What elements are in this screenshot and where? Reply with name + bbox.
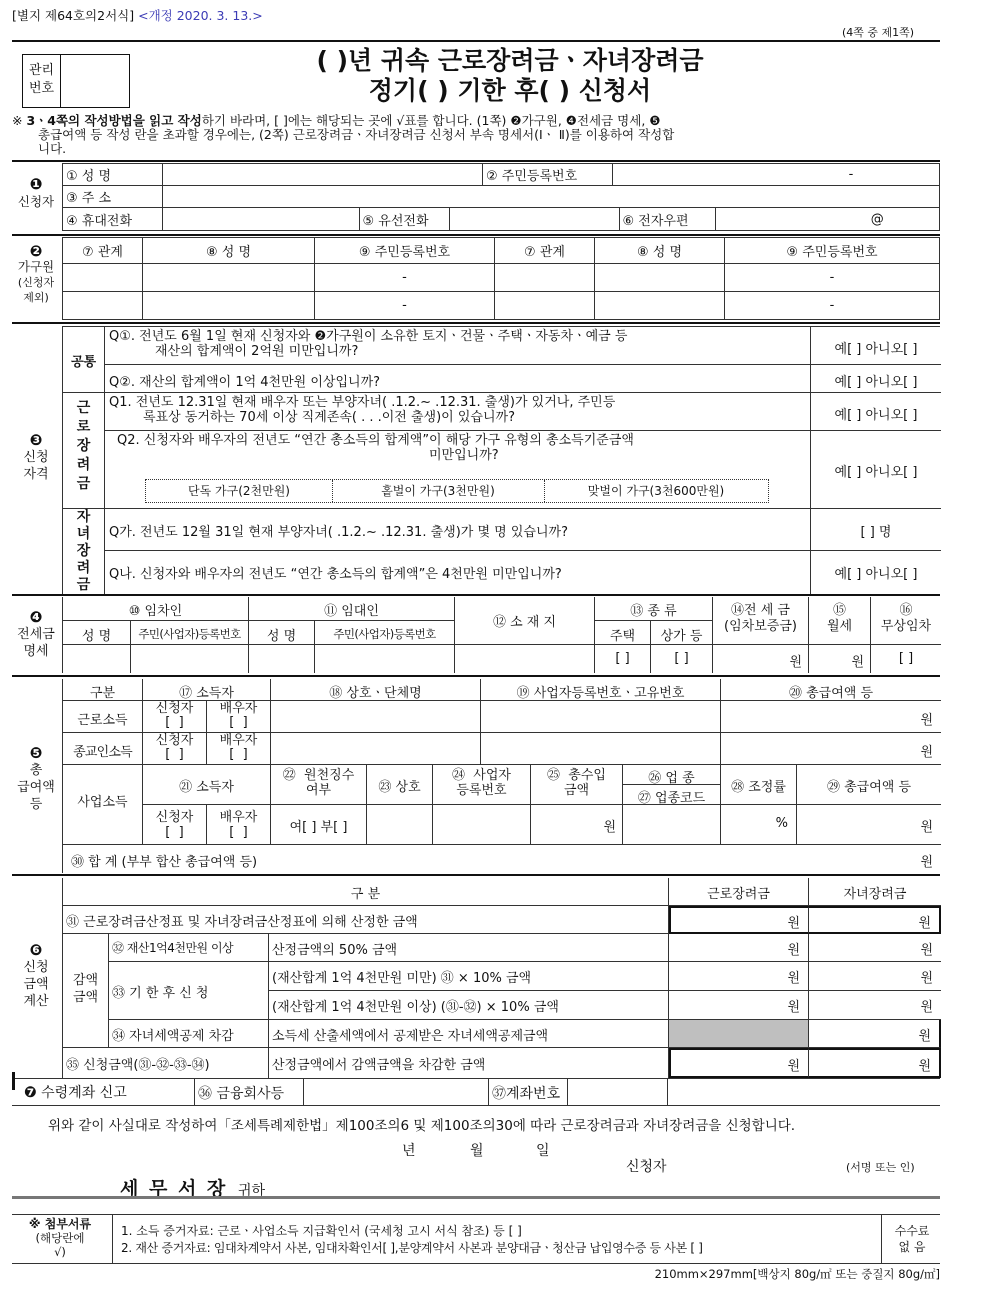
landlord-regno-header: 주민(사업자)등록번호	[315, 621, 455, 645]
monthly-rent-input[interactable]: 원	[809, 645, 871, 673]
industry-code-header: ㉗ 업종코드	[623, 785, 721, 805]
adjust-rate-input[interactable]: %	[721, 805, 797, 845]
r31-work-input[interactable]: 원	[669, 906, 809, 934]
labor-income-label: 근로소득	[63, 701, 143, 733]
child-incentive-label: 자 녀 장 려 금	[63, 509, 105, 595]
mgmt-number-box[interactable]	[22, 54, 130, 108]
attachments-sub: (해당란에 √)	[35, 1231, 85, 1259]
applicant-sign-label: 신청자	[626, 1159, 667, 1175]
business-total-header: ㉙ 총급여액 등	[797, 765, 941, 805]
shop-name-header: ㉓ 상호	[367, 765, 433, 805]
household-rrn-input[interactable]: -	[315, 264, 495, 292]
notice-line1: ※ 3ㆍ4쪽의 작성방법을 읽고 작성하기 바라며, [ ]에는 해당되는 곳에 √표를 합니다. (1쪽) ❷가구원, ❹전세금 명세, ❺	[12, 113, 661, 128]
attachments	[12, 1214, 940, 1264]
q1-yesno[interactable]: 예[ ] 아니오[ ]	[811, 327, 941, 365]
household-relation-input[interactable]	[495, 264, 595, 292]
household-type-box	[145, 479, 769, 503]
labor-total-input[interactable]: 원	[721, 701, 941, 733]
w1-text: Q1. 전년도 12.31일 현재 배우자 또는 부양자녀( .1.2.~ .12.31. 출생)가 있거나, 주민등	[109, 395, 616, 410]
religion-spouse-checkbox[interactable]: 배우자 [ ]	[207, 733, 271, 765]
kind-header: ⑬ 종 류	[595, 597, 713, 621]
phone-label: ⑤ 유선전화	[359, 208, 449, 230]
house-header: 주택	[595, 621, 651, 645]
page-indicator: (4쪽 중 제1쪽)	[842, 26, 915, 39]
r32-child-input[interactable]: 원	[809, 934, 941, 962]
revenue-header: ㉕ 총수입 금액	[531, 765, 623, 805]
top-rule	[12, 40, 940, 42]
regno-header: ⑲ 사업자등록번호ㆍ고유번호	[481, 679, 721, 701]
r32-label: ㉜ 재산1억4천만원 이상	[109, 934, 269, 962]
household-name-input[interactable]	[595, 264, 725, 292]
r33-desc-1: (재산합계 1억 4천만원 미만) ㉛ × 10% 금액	[269, 962, 669, 991]
r35-child-input[interactable]: 원	[809, 1048, 941, 1078]
section-rule	[12, 234, 940, 236]
household-name-input[interactable]	[143, 264, 315, 292]
shop-name-input[interactable]	[367, 805, 433, 845]
attachments-label: ※ 첨부서류	[28, 1217, 92, 1231]
religion-total-input[interactable]: 원	[721, 733, 941, 765]
shop-checkbox[interactable]: [ ]	[651, 645, 713, 673]
section1-number: ❶	[29, 175, 43, 193]
landlord-name-input[interactable]	[249, 645, 315, 673]
mobile-label: ④ 휴대전화	[63, 208, 163, 231]
withholding-header: ㉒ 원천징수 여부	[271, 765, 367, 805]
household-rrn-input[interactable]: -	[315, 292, 495, 320]
household-col-relation: ⑦ 관계	[495, 238, 595, 264]
notice-line2: 총급여액 등 작성 란을 초과할 경우에는, (2쪽) 근로장려금ㆍ자녀장려금 신청서 부속 명세서(Ⅰㆍ Ⅱ)를 이용하여 작성합	[38, 127, 675, 142]
form-title-line2: 정기( ) 기한 후( ) 신청서	[368, 76, 652, 105]
c1-text: Q가. 전년도 12월 31일 현재 부양자녀( .1.2.~ .12.31. 출생)가 몇 명 있습니까?	[105, 509, 811, 551]
work-incentive-col: 근로장려금	[669, 878, 809, 906]
r35-work-input[interactable]: 원	[669, 1048, 809, 1078]
total-pay-header: ⑳ 총급여액 등	[721, 679, 941, 701]
declaration-text: 위와 같이 사실대로 작성하여「조세특례제한법」제100조의6 및 제100조의30에 따라 근로장려금과 자녀장려금을 신청합니다.	[48, 1118, 796, 1134]
earner-header: ⑰ 소득자	[143, 679, 271, 701]
business-earner-header: ㉑ 소득자	[143, 765, 271, 805]
tenant-regno-header: 주민(사업자)등록번호	[131, 621, 249, 645]
attachment-item-2[interactable]: 2. 재산 증거자료: 임대차계약서 사본, 임대차확인서[ ],분양계약서 사본과 분양대금ㆍ청산금 납입영수증 등 사본 [ ]	[121, 1241, 703, 1255]
industry-input[interactable]	[623, 805, 721, 845]
section5-number: ❺	[29, 744, 43, 762]
q2-yesno[interactable]: 예[ ] 아니오[ ]	[811, 365, 941, 393]
revision-date: <개정 2020. 3. 13.>	[138, 8, 263, 23]
r31-child-input[interactable]: 원	[809, 906, 941, 934]
date-month: 월	[470, 1143, 484, 1159]
date-year: 년	[402, 1143, 416, 1159]
section-income	[12, 679, 940, 873]
w2-yesno[interactable]: 예[ ] 아니오[ ]	[811, 431, 941, 509]
fee-none: 수수료 없 음	[894, 1224, 930, 1254]
c2-text: Q나. 신청자와 배우자의 전년도 “연간 총소득의 합계액”은 4천만원 미만입니까?	[105, 551, 811, 595]
income-type-header: 구분	[63, 679, 143, 701]
w2-text: Q2. 신청자와 배우자의 전년도 “연간 총소득의 합계액”이 해당 가구 유형의 총소득기준금액	[117, 433, 634, 448]
mobile-input[interactable]	[163, 208, 359, 230]
tenant-regno-input[interactable]	[131, 645, 249, 673]
company-header: ⑱ 상호ㆍ단체명	[271, 679, 481, 701]
applicant-signature-field[interactable]	[690, 1156, 830, 1176]
q1-text: Q①. 전년도 6월 1일 현재 신청자와 ❷가구원이 소유한 토지ㆍ건물ㆍ주택ㆍ자동차ㆍ예금 등	[109, 329, 628, 344]
deposit-header: ⑭전 세 금 (임차보증금)	[713, 597, 809, 645]
r35-desc: 산정금액에서 감액금액을 차감한 금액	[269, 1048, 669, 1078]
section-lease	[12, 597, 940, 673]
deposit-input[interactable]: 원	[713, 645, 809, 673]
industry-header: ㉖ 업 종	[623, 765, 721, 785]
r33-label: ㉝ 기 한 후 신 청	[109, 962, 269, 1020]
r32-desc: 산정금액의 50% 금액	[269, 934, 669, 962]
withholding-yesno[interactable]: 여[ ] 부[ ]	[271, 805, 367, 845]
r35-label: ㉟ 신청금액(㉛-㉜-㉝-㉞)	[63, 1048, 269, 1078]
name-input[interactable]	[163, 164, 483, 186]
section-applicant	[12, 163, 940, 231]
one-earner-household: 홑벌이 가구(3천만원)	[381, 484, 495, 498]
section-rule	[12, 1196, 940, 1199]
household-col-name: ⑧ 성 명	[143, 238, 315, 264]
household-col-rrn: ⑨ 주민등록번호	[725, 238, 940, 264]
section3-number: ❸	[29, 431, 43, 449]
dual-earner-household: 맞벌이 가구(3천600만원)	[587, 484, 725, 498]
r32-work-input[interactable]: 원	[669, 934, 809, 962]
r34-desc: 소득세 산출세액에서 공제받은 자녀세액공제금액	[269, 1020, 669, 1048]
religion-company-input[interactable]	[271, 733, 481, 765]
paper-spec: 210mm×297mm[백상지 80g/㎡ 또는 중질지 80g/㎡]	[654, 1267, 940, 1281]
address-input[interactable]	[163, 186, 940, 208]
tenant-name-input[interactable]	[63, 645, 131, 673]
calc-header: 구 분	[63, 878, 669, 906]
tenant-name-header: 성 명	[63, 621, 131, 645]
section3-title: 신청 자격	[23, 450, 49, 482]
mgmt-number-label: 관리 번호	[23, 55, 61, 107]
account-label: ㊲계좌번호	[488, 1078, 568, 1106]
phone-input[interactable]	[449, 208, 619, 230]
section2-sub: (신청자 제외)	[17, 276, 55, 304]
house-checkbox[interactable]: [ ]	[595, 645, 651, 673]
household-relation-input[interactable]	[495, 292, 595, 320]
section6-title: 신청 금액 계산	[23, 960, 49, 1009]
section7-number: ❼	[24, 1083, 37, 1101]
common-label: 공통	[63, 327, 105, 393]
tax-office: 세 무 서 장	[120, 1178, 228, 1200]
section6-number: ❻	[29, 941, 43, 959]
labor-regno-input[interactable]	[481, 701, 721, 733]
free-lease-checkbox[interactable]: [ ]	[898, 651, 914, 666]
single-household: 단독 가구(2천만원)	[188, 484, 290, 498]
w1-yesno[interactable]: 예[ ] 아니오[ ]	[811, 393, 941, 431]
r33b-work-input[interactable]: 원	[669, 991, 809, 1020]
religion-regno-input[interactable]	[481, 733, 721, 765]
bizreg-input[interactable]	[433, 805, 531, 845]
q1-text-2: 재산의 합계액이 2억원 미만입니까?	[155, 344, 359, 359]
household-rrn-input[interactable]: -	[725, 264, 940, 292]
section-household	[12, 237, 940, 319]
bizreg-header: ㉔ 사업자 등록번호	[433, 765, 531, 805]
rrn-input[interactable]: -	[613, 164, 940, 186]
r34-work-disabled	[669, 1020, 809, 1048]
household-col-relation: ⑦ 관계	[63, 238, 143, 264]
r33a-work-input[interactable]: 원	[669, 962, 809, 991]
form-title-line1: ( )년 귀속 근로장려금ㆍ자녀장려금	[316, 46, 704, 75]
labor-spouse-checkbox[interactable]: 배우자 [ ]	[207, 701, 271, 733]
section2-number: ❷	[29, 242, 43, 260]
section-rule	[12, 594, 940, 596]
section-account	[12, 1078, 940, 1106]
section4-title: 전세금 명세	[17, 627, 55, 659]
section-rule	[12, 160, 940, 162]
email-input[interactable]: @	[870, 211, 884, 227]
date-day: 일	[536, 1143, 550, 1159]
section4-number: ❹	[29, 608, 43, 626]
child-incentive-col: 자녀장려금	[809, 878, 941, 906]
r33a-child-input[interactable]: 원	[809, 962, 941, 991]
revenue-input[interactable]: 원	[531, 805, 623, 845]
income-sum-label: ㉚ 합 계 (부부 합산 총급여액 등)	[71, 855, 258, 870]
household-col-rrn: ⑨ 주민등록번호	[315, 238, 495, 264]
r33b-child-input[interactable]: 원	[809, 991, 941, 1020]
reduction-label: 감액 금액	[63, 934, 109, 1048]
section7-title: 수령계좌 신고	[41, 1085, 127, 1101]
household-relation-input[interactable]	[63, 292, 143, 320]
income-sum-input[interactable]: 원	[920, 855, 933, 870]
adjust-rate-header: ㉘ 조정률	[721, 765, 797, 805]
section5-title: 총 급여액 등	[17, 763, 55, 812]
location-input[interactable]	[455, 645, 595, 673]
religion-applicant-checkbox[interactable]: 신청자 [ ]	[143, 733, 207, 765]
r31-label: ㉛ 근로장려금산정표 및 자녀장려금산정표에 의해 산정한 금액	[63, 906, 669, 934]
r34-label: ㉞ 자녀세액공제 차감	[109, 1020, 269, 1048]
c1-count[interactable]: [ ] 명	[811, 509, 941, 551]
household-col-name: ⑧ 성 명	[595, 238, 725, 264]
bank-label: ㊱ 금융회사등	[194, 1078, 304, 1106]
section2-title: 가구원	[17, 259, 55, 274]
account-input[interactable]	[568, 1078, 668, 1106]
household-name-input[interactable]	[143, 292, 315, 320]
religion-income-label: 종교인소득	[63, 733, 143, 765]
business-applicant-checkbox[interactable]: 신청자 [ ]	[143, 805, 207, 845]
location-header: ⑫ 소 재 지	[455, 597, 595, 645]
business-income-label: 사업소득	[63, 765, 143, 845]
work-incentive-label: 근 로 장 려 금	[63, 393, 105, 509]
shop-header: 상가 등	[651, 621, 713, 645]
section-eligibility	[12, 326, 940, 594]
w1-text-2: 록표상 동거하는 70세 이상 직계존속( . . .이전 출생)이 있습니까?	[143, 410, 516, 425]
notice-line3: 니다.	[38, 141, 67, 156]
r34-child-input[interactable]: 원	[809, 1020, 941, 1048]
household-name-input[interactable]	[595, 292, 725, 320]
c2-yesno[interactable]: 예[ ] 아니오[ ]	[834, 567, 918, 582]
section1-title: 신청자	[17, 194, 55, 209]
address-label: ③ 주 소	[63, 186, 163, 208]
rrn-label: ② 주민등록번호	[483, 164, 613, 186]
section-amount	[12, 878, 940, 1078]
addressee-suffix: 귀하	[238, 1183, 266, 1199]
w2-text-2: 미만입니까?	[429, 448, 499, 463]
labor-company-input[interactable]	[271, 701, 481, 733]
email-label: ⑥ 전자우편	[619, 208, 715, 230]
landlord-header: ⑪ 임대인	[249, 597, 455, 621]
form-number: [별지 제64호의2서식] <개정 2020. 3. 13.>	[12, 8, 263, 23]
business-spouse-checkbox[interactable]: 배우자 [ ]	[207, 805, 271, 845]
r33-desc-2: (재산합계 1억 4천만원 이상) (㉛-㉜) × 10% 금액	[269, 991, 669, 1020]
q2-text: Q②. 재산의 합계액이 1억 4천만원 이상입니까?	[105, 365, 811, 393]
section-rule	[12, 322, 940, 324]
household-rrn-input[interactable]: -	[725, 292, 940, 320]
landlord-regno-input[interactable]	[315, 645, 455, 673]
free-lease-header: ⑯ 무상임차	[871, 597, 941, 645]
attachment-item-1[interactable]: 1. 소득 증거자료: 근로ㆍ사업소득 지급확인서 (국세청 고시 서식 참조) 등 [ ]	[121, 1224, 522, 1238]
monthly-rent-header: ⑮ 월세	[809, 597, 871, 645]
name-label: ① 성 명	[63, 164, 163, 186]
business-total-input[interactable]: 원	[797, 805, 941, 845]
labor-applicant-checkbox[interactable]: 신청자 [ ]	[143, 701, 207, 733]
tenant-header: ⑩ 임차인	[63, 597, 249, 621]
bank-input[interactable]	[304, 1078, 488, 1106]
household-relation-input[interactable]	[63, 264, 143, 292]
section-rule	[12, 675, 940, 677]
landlord-name-header: 성 명	[249, 621, 315, 645]
section-rule	[12, 874, 940, 876]
sign-or-seal: (서명 또는 인)	[846, 1161, 915, 1174]
